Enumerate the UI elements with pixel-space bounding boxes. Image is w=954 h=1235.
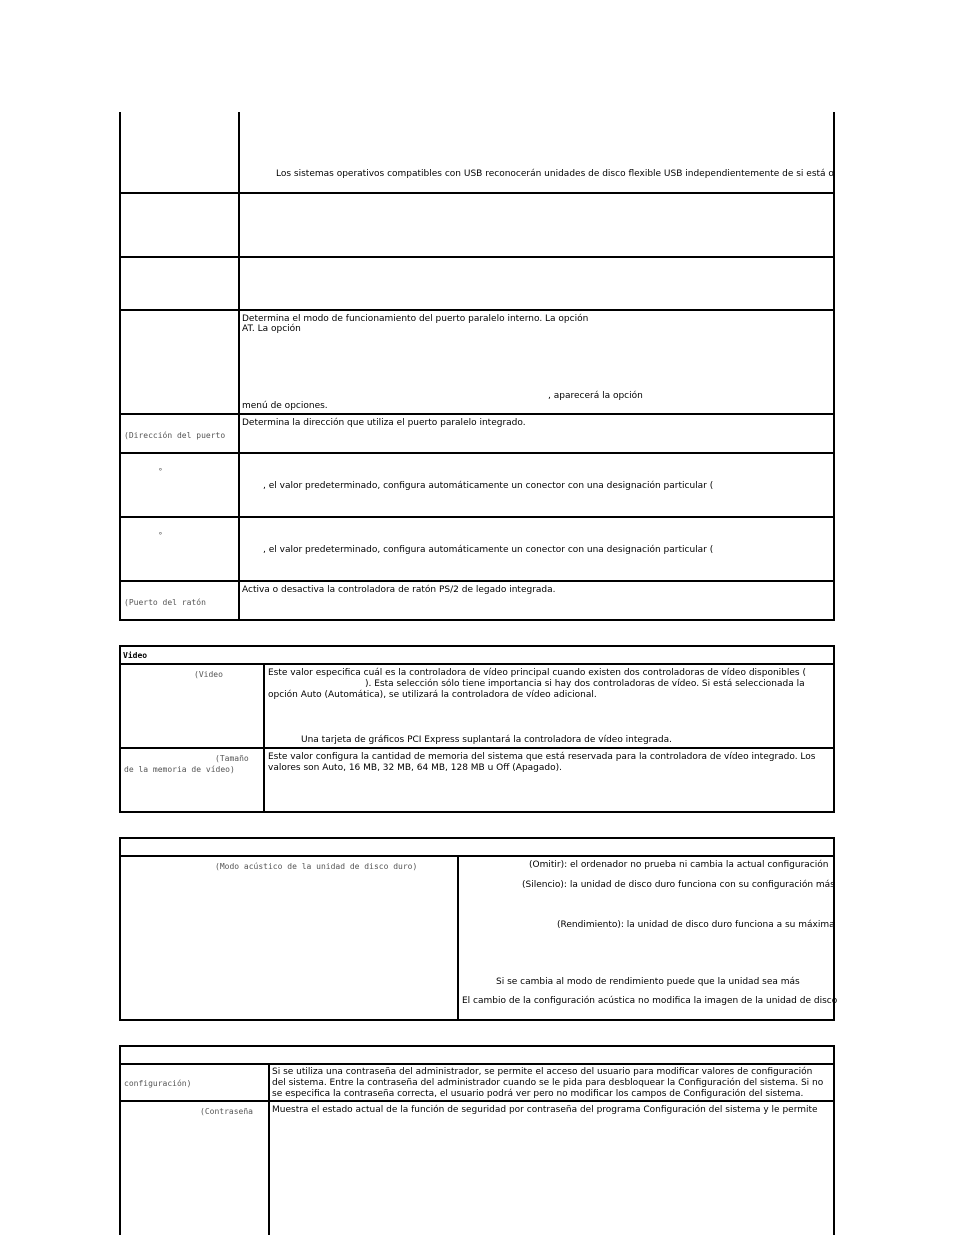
admin-password-desc: Si se utiliza una contraseña del administrador, se permite el acceso del usuario para modificar valores de configuración del sistema. Entre la contraseña del administrador cuando se le pida para desbloquear la Configuración del sistema. Si no se especifica la contraseña correcta, el usuario podrá ver pero no modificar los campos de Configuración del sistema. [272,1067,824,1099]
primary-video-desc [268,668,808,701]
serial-port-2-degree: ° [158,531,163,540]
primary-video-desc-part2: ). Esta selección sólo tiene importancia si hay dos controladoras de vídeo. Si está seleccionada la opción Auto (Automática), se utilizará la controladora de vídeo adicional. [268,679,805,700]
row-divider [119,413,835,415]
row-divider [119,192,835,194]
parallel-mode-desc-line2: AT. La opción [242,324,301,334]
row-divider [119,452,835,454]
row-divider [119,309,835,311]
video-section-title: Video [123,651,148,660]
admin-password-label: configuración) [124,1079,192,1088]
serial-port-1-desc: , el valor predeterminado, configura automáticamente un conector con una designación particular ( [263,481,714,491]
table-border-left [119,112,121,621]
security-column-divider [268,1063,270,1235]
acoustic-bypass-line: (Omitir): el ordenador no prueba ni cambia la actual configuración [529,860,829,870]
serial-port-2-desc: , el valor predeterminado, configura automáticamente un conector con una designación particular ( [263,545,714,555]
parallel-address-label: (Dirección del puerto [124,431,226,440]
row-divider [119,1100,835,1102]
parallel-mode-desc-line3: , aparecerá la opción [548,391,643,401]
acoustic-quiet-line: (Silencio): la unidad de disco duro funciona con su configuración más [522,880,835,890]
row-divider [119,516,835,518]
acoustic-note-1: Si se cambia al modo de rendimiento puede que la unidad sea más [496,977,800,987]
acoustic-mode-label: (Modo acústico de la unidad de disco duro) [215,862,418,871]
table-border-bottom [119,619,835,621]
password-status-desc: Muestra el estado actual de la función de seguridad por contraseña del programa Configuración del sistema y le permite [272,1105,818,1115]
serial-port-1-degree: ° [158,467,163,476]
table-column-divider [238,112,240,621]
acoustic-header-divider [119,855,835,857]
primary-video-label: (Video [194,670,223,679]
table-border-right [833,112,835,621]
primary-video-desc-part1: Este valor especifica cuál es la controladora de vídeo principal cuando existen dos controladoras de vídeo disponibles ( [268,668,806,678]
parallel-mode-desc-line1: Determina el modo de funcionamiento del puerto paralelo interno. La opción [242,314,589,324]
security-header-divider [119,1063,835,1065]
row-divider [119,256,835,258]
video-column-divider [263,663,265,812]
video-memory-desc: Este valor configura la cantidad de memoria del sistema que está reservada para la controladora de vídeo integrado. Los valores son Auto, 16 MB, 32 MB, 64 MB, 128 MB u Off (Apagado). [268,752,816,773]
acoustic-column-divider [457,855,459,1020]
table-border-right [833,1045,835,1235]
row-divider [119,747,835,749]
video-memory-label-1: (Tamaño [215,754,249,763]
password-status-label: (Contraseña [200,1107,253,1116]
acoustic-performance-line: (Rendimiento): la unidad de disco duro funciona a su máxima [557,920,835,930]
mouse-port-desc: Activa o desactiva la controladora de ratón PS/2 de legado integrada. [242,585,556,595]
acoustic-note-2: El cambio de la configuración acústica no modifica la imagen de la unidad de disco [462,996,838,1006]
parallel-address-desc: Determina la dirección que utiliza el puerto paralelo integrado. [242,418,526,428]
usb-floppy-desc: Los sistemas operativos compatibles con USB reconocerán unidades de disco flexible USB independientemente de si está o [276,169,834,179]
parallel-mode-desc-line4: menú de opciones. [242,401,328,411]
table-border-top [119,1045,835,1047]
table-border-left [119,1045,121,1235]
primary-video-note: Una tarjeta de gráficos PCI Express suplantará la controladora de vídeo integrada. [301,735,672,745]
mouse-port-label: (Puerto del ratón [124,598,206,607]
video-memory-label-2: de la memoria de vídeo) [124,765,235,774]
row-divider [119,580,835,582]
video-header-divider [119,663,835,665]
